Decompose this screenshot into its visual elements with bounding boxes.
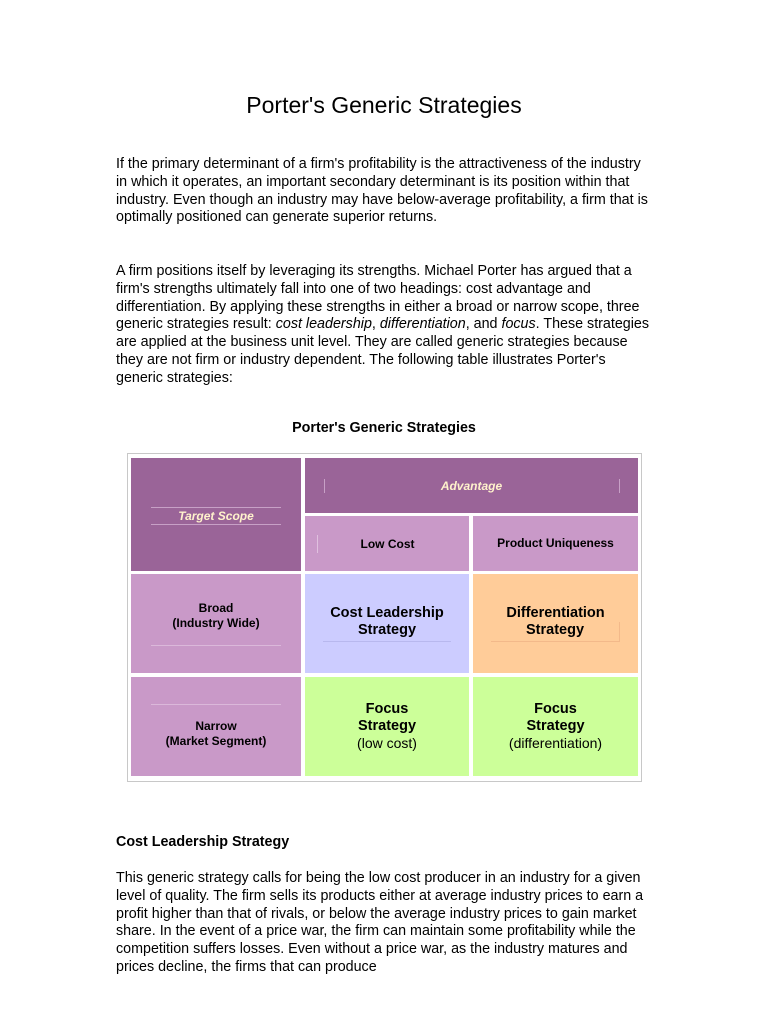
divider (151, 704, 281, 705)
market-segment-label: (Market Segment) (165, 734, 267, 748)
term-cost-leadership: cost leadership (275, 316, 372, 333)
differentiation-title: Differentiation (506, 605, 605, 621)
advantage-label: Advantage (324, 479, 620, 493)
cost-leadership-paragraph: This generic strategy calls for being the low cost producer in an industry for a given level of quality. The firm sells its products either at average industry prices to earn a profit higher than that of rivals, or below the average industry prices to gain market share. In the event of a price war, the firm can maintain some profitability while the competition suffers losses. Even without a price war, as the industry matures and prices decline, the firms that can produce (116, 870, 644, 975)
strategies-paragraph (116, 263, 651, 388)
target-scope-label: Target Scope (151, 507, 281, 525)
paragraph-text: . These strategies are applied at the business unit level. They are called generic strategies because they are not firm or industry dependent. The following table illustrates Porter's generic strategies: (116, 316, 650, 386)
intro-paragraph: If the primary determinant of a firm's profitability is the attractiveness of the industry in which it operates, an important secondary determinant is its position within that industry. Even though an industry may have below-average profitability, a firm that is optimally positioned can generate superior returns. (116, 156, 648, 226)
broad-scope-row-header (131, 574, 301, 673)
differentiation-subtitle: Strategy (491, 622, 620, 642)
term-focus: focus (501, 316, 536, 333)
paragraph-text: , (371, 316, 380, 333)
low-cost-header (305, 516, 469, 571)
narrow-scope-row-header (131, 677, 301, 776)
focus-differentiation-note: (differentiation) (508, 735, 603, 751)
paragraph-text: A firm positions itself by leveraging its strengths. Michael Porter has argued that a firm's strengths ultimately fall into one of two headings: cost advantage and differentiation. By applying these strengths in either a broad or narrow scope, three generic strategies result: (116, 263, 640, 333)
product-uniqueness-label: Product Uniqueness (497, 536, 614, 550)
divider (151, 645, 281, 646)
industry-wide-label: (Industry Wide) (172, 616, 260, 630)
paragraph-text: , and (465, 316, 502, 333)
focus-differentiation-cell (473, 677, 638, 776)
low-cost-label: Low Cost (317, 535, 458, 553)
term-differentiation: differentiation (379, 316, 466, 333)
cost-leadership-title: Cost Leadership (330, 605, 444, 621)
cost-leadership-subtitle: Strategy (323, 622, 451, 642)
narrow-label: Narrow (195, 719, 237, 733)
target-scope-header (131, 458, 301, 571)
cost-leadership-cell (305, 574, 469, 673)
broad-label: Broad (198, 601, 234, 615)
focus-differentiation-subtitle: Strategy (526, 718, 585, 734)
table-title: Porter's Generic Strategies (292, 420, 476, 436)
focus-low-cost-cell (305, 677, 469, 776)
advantage-header (305, 458, 638, 513)
product-uniqueness-header (473, 516, 638, 571)
focus-low-cost-note: (low cost) (357, 735, 417, 751)
focus-differentiation-title: Focus (534, 701, 577, 717)
differentiation-cell (473, 574, 638, 673)
focus-low-cost-title: Focus (365, 701, 409, 717)
focus-low-cost-subtitle: Strategy (357, 718, 417, 734)
page-title: Porter's Generic Strategies (246, 92, 522, 118)
generic-strategies-table (127, 453, 642, 782)
section-heading: Cost Leadership Strategy (116, 834, 290, 850)
